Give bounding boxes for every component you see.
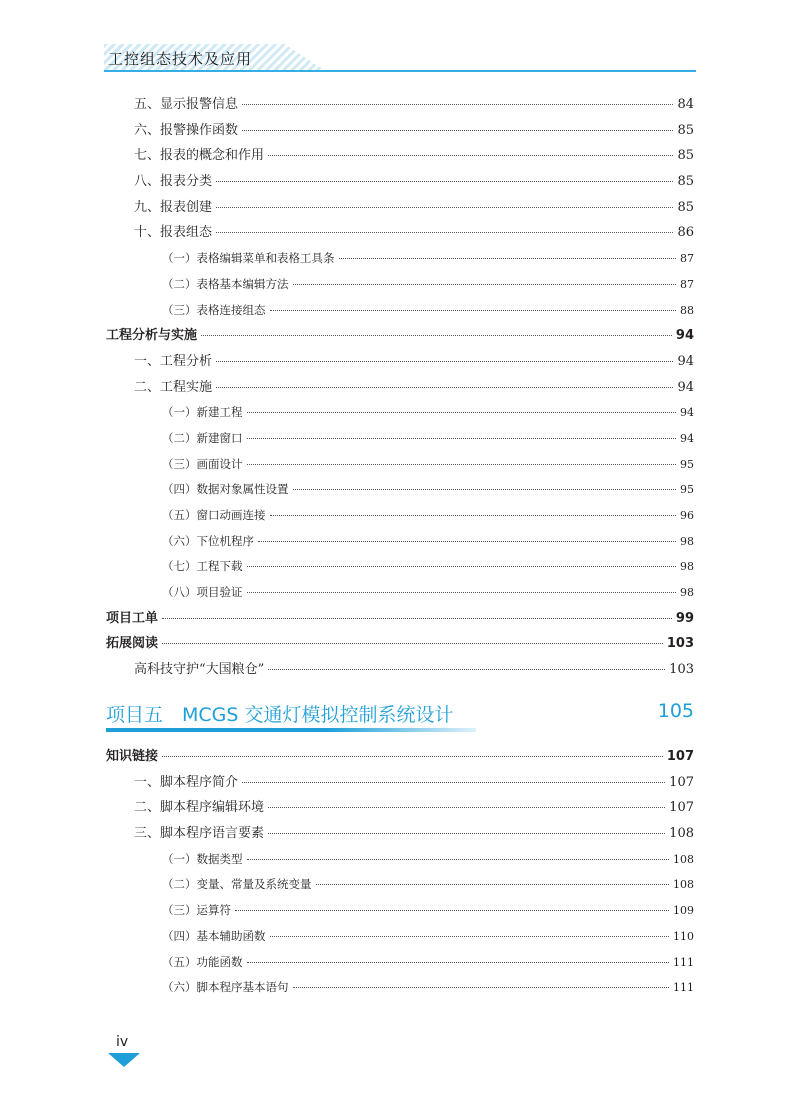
toc-entry-page: 107 bbox=[666, 749, 694, 764]
toc-entry[interactable] bbox=[106, 349, 694, 375]
toc-entry-page: 86 bbox=[677, 225, 694, 241]
toc-entry-page: 110 bbox=[673, 929, 694, 943]
toc-entry-page: 87 bbox=[680, 277, 694, 291]
dot-leader bbox=[316, 883, 670, 885]
dot-leader bbox=[216, 206, 673, 208]
dot-leader bbox=[270, 514, 677, 516]
toc-entry[interactable] bbox=[106, 657, 694, 683]
toc-entry[interactable] bbox=[106, 950, 694, 976]
dot-leader bbox=[216, 180, 673, 182]
dot-leader bbox=[268, 668, 665, 670]
toc-entry[interactable] bbox=[106, 220, 694, 246]
page-footer bbox=[104, 1034, 144, 1074]
toc-entry[interactable] bbox=[106, 195, 694, 221]
dot-leader bbox=[247, 411, 677, 413]
dot-leader bbox=[162, 617, 672, 619]
toc-entry-title: （一）新建工程 bbox=[162, 405, 243, 420]
toc-entry-title: 一、脚本程序简介 bbox=[134, 774, 239, 790]
toc-entry-title: （四）数据对象属性设置 bbox=[162, 482, 289, 497]
dot-leader bbox=[242, 129, 673, 131]
dot-leader bbox=[247, 437, 677, 439]
toc-entry[interactable] bbox=[106, 631, 694, 657]
toc-entry-page: 98 bbox=[680, 560, 694, 574]
toc-entry[interactable] bbox=[106, 744, 694, 770]
toc-entry-title: 六、报警操作函数 bbox=[134, 122, 239, 138]
toc-entry-title: 拓展阅读 bbox=[106, 636, 159, 652]
dot-leader bbox=[162, 642, 663, 644]
toc-entry-title: 一、工程分析 bbox=[134, 353, 213, 369]
toc-entry-title: （一）数据类型 bbox=[162, 851, 243, 866]
toc-entry-title: （六）脚本程序基本语句 bbox=[162, 980, 289, 995]
toc-entry-page: 103 bbox=[666, 636, 694, 652]
toc-entry-title: （三）表格连接组态 bbox=[162, 302, 266, 317]
toc-entry-page: 85 bbox=[677, 199, 694, 215]
toc-entry[interactable] bbox=[106, 924, 694, 950]
dot-leader bbox=[268, 806, 665, 808]
toc-entry-page: 103 bbox=[669, 662, 694, 678]
chapter-title: 项目五 MCGS 交通灯模拟控制系统设计 bbox=[106, 704, 454, 726]
header-rule bbox=[104, 70, 696, 72]
toc-entry-title: （二）表格基本编辑方法 bbox=[162, 276, 289, 291]
toc-entry-page: 94 bbox=[677, 379, 694, 395]
dot-leader bbox=[258, 540, 676, 542]
toc-entry-page: 107 bbox=[669, 800, 694, 816]
toc-entry-page: 85 bbox=[677, 174, 694, 190]
dot-leader bbox=[270, 309, 677, 311]
toc-entry-page: 108 bbox=[673, 852, 694, 866]
running-header bbox=[104, 44, 696, 72]
toc-entry-page: 95 bbox=[680, 457, 694, 471]
toc-entry-title: （四）基本辅助函数 bbox=[162, 928, 266, 943]
dot-leader bbox=[293, 488, 677, 490]
dot-leader bbox=[216, 386, 673, 388]
toc-entry-page: 96 bbox=[680, 509, 694, 522]
toc-entry-title: 三、脚本程序语言要素 bbox=[134, 826, 265, 842]
dot-leader bbox=[293, 986, 670, 988]
toc-entry-page: 111 bbox=[673, 955, 694, 969]
dot-leader bbox=[268, 832, 665, 834]
toc-entry-page: 111 bbox=[673, 981, 694, 995]
dot-leader bbox=[216, 231, 673, 233]
dot-leader bbox=[247, 961, 670, 963]
dot-leader bbox=[242, 103, 673, 105]
dot-leader bbox=[216, 360, 673, 362]
dot-leader bbox=[339, 257, 677, 259]
toc-entry[interactable] bbox=[106, 246, 694, 272]
toc-entry[interactable] bbox=[106, 452, 694, 478]
chapter-underline bbox=[106, 728, 476, 732]
dot-leader bbox=[247, 858, 670, 860]
toc-entry-page: 85 bbox=[677, 148, 694, 164]
toc-entry[interactable] bbox=[106, 529, 694, 555]
dot-leader bbox=[162, 755, 663, 757]
toc-entry-page: 94 bbox=[680, 431, 694, 445]
toc-entry[interactable] bbox=[106, 298, 694, 324]
toc-entry[interactable] bbox=[106, 400, 694, 426]
toc-entry-title: 二、工程实施 bbox=[134, 379, 213, 395]
toc-entry[interactable] bbox=[106, 503, 694, 529]
toc-entry-title: （七）工程下载 bbox=[162, 559, 243, 574]
toc-entry[interactable] bbox=[106, 323, 694, 349]
toc-entry[interactable] bbox=[106, 554, 694, 580]
toc-entry-page: 85 bbox=[677, 122, 694, 138]
chapter-page-number: 105 bbox=[657, 700, 694, 722]
page-number: iv bbox=[116, 1034, 129, 1050]
toc-entry-title: （五）窗口动画连接 bbox=[162, 508, 266, 522]
toc-entry-page: 98 bbox=[680, 534, 694, 548]
dot-leader bbox=[201, 334, 672, 336]
toc-entry-page: 95 bbox=[680, 483, 694, 497]
toc-entry-title: 七、报表的概念和作用 bbox=[134, 148, 265, 164]
toc-entry-title: （八）项目验证 bbox=[162, 585, 243, 600]
toc-entry[interactable] bbox=[106, 821, 694, 847]
toc-entry-title: 知识链接 bbox=[106, 749, 159, 764]
toc-section-project-five bbox=[106, 744, 694, 1001]
toc-entry-title: 十、报表组态 bbox=[134, 225, 213, 241]
toc-entry-title: （二）变量、常量及系统变量 bbox=[162, 877, 312, 892]
toc-section-project-four bbox=[106, 92, 694, 683]
toc-entry-title: 二、脚本程序编辑环境 bbox=[134, 800, 265, 816]
toc-entry[interactable] bbox=[106, 606, 694, 632]
toc-entry-page: 87 bbox=[680, 252, 694, 266]
toc-entry[interactable] bbox=[106, 795, 694, 821]
toc-entry-title: （三）运算符 bbox=[162, 903, 231, 918]
dot-leader bbox=[235, 909, 669, 911]
toc-entry-page: 98 bbox=[680, 586, 694, 600]
toc-entry[interactable] bbox=[106, 580, 694, 606]
toc-entry-page: 88 bbox=[680, 303, 694, 317]
toc-entry[interactable] bbox=[106, 143, 694, 169]
toc-entry-page: 108 bbox=[669, 826, 694, 842]
toc-entry-title: 项目工单 bbox=[106, 610, 159, 626]
toc-entry-title: （二）新建窗口 bbox=[162, 430, 243, 445]
dot-leader bbox=[268, 154, 673, 156]
toc-entry-page: 107 bbox=[669, 774, 694, 790]
toc-entry-page: 99 bbox=[675, 610, 694, 626]
toc-entry[interactable] bbox=[106, 975, 694, 1001]
dot-leader bbox=[247, 591, 677, 593]
toc-entry[interactable] bbox=[106, 847, 694, 873]
toc-entry-page: 84 bbox=[677, 97, 694, 112]
toc-entry-title: 八、报表分类 bbox=[134, 174, 213, 190]
toc-entry[interactable] bbox=[106, 169, 694, 195]
chapter-heading[interactable] bbox=[106, 700, 694, 730]
toc-entry-title: （五）功能函数 bbox=[162, 954, 243, 969]
toc-entry[interactable] bbox=[106, 272, 694, 298]
toc-entry-page: 94 bbox=[677, 353, 694, 369]
book-title: 工控组态技术及应用 bbox=[108, 50, 253, 68]
toc-entry-title: 九、报表创建 bbox=[134, 199, 213, 215]
toc-entry-title: 工程分析与实施 bbox=[106, 328, 198, 344]
dot-leader bbox=[247, 565, 677, 567]
dot-leader bbox=[242, 781, 665, 783]
toc-entry-title: 高科技守护“大国粮仓” bbox=[134, 662, 265, 678]
toc-entry[interactable] bbox=[106, 872, 694, 898]
toc-entry-page: 109 bbox=[673, 904, 694, 918]
toc-entry[interactable] bbox=[106, 898, 694, 924]
toc-entry-page: 94 bbox=[675, 328, 694, 344]
toc-entry-title: 五、显示报警信息 bbox=[134, 97, 239, 112]
toc-entry-page: 108 bbox=[673, 878, 694, 892]
toc-entry[interactable] bbox=[106, 477, 694, 503]
toc-entry[interactable] bbox=[106, 92, 694, 118]
triangle-marker-icon bbox=[108, 1053, 140, 1067]
toc-entry-page: 94 bbox=[680, 406, 694, 420]
dot-leader bbox=[247, 463, 677, 465]
toc-entry-title: （六）下位机程序 bbox=[162, 533, 254, 548]
toc-entry[interactable] bbox=[106, 770, 694, 796]
toc-entry-title: （一）表格编辑菜单和表格工具条 bbox=[162, 251, 335, 266]
dot-leader bbox=[270, 935, 670, 937]
toc-entry[interactable] bbox=[106, 426, 694, 452]
toc-entry[interactable] bbox=[106, 375, 694, 401]
toc-entry-title: （三）画面设计 bbox=[162, 456, 243, 471]
dot-leader bbox=[293, 283, 677, 285]
toc-entry[interactable] bbox=[106, 118, 694, 144]
